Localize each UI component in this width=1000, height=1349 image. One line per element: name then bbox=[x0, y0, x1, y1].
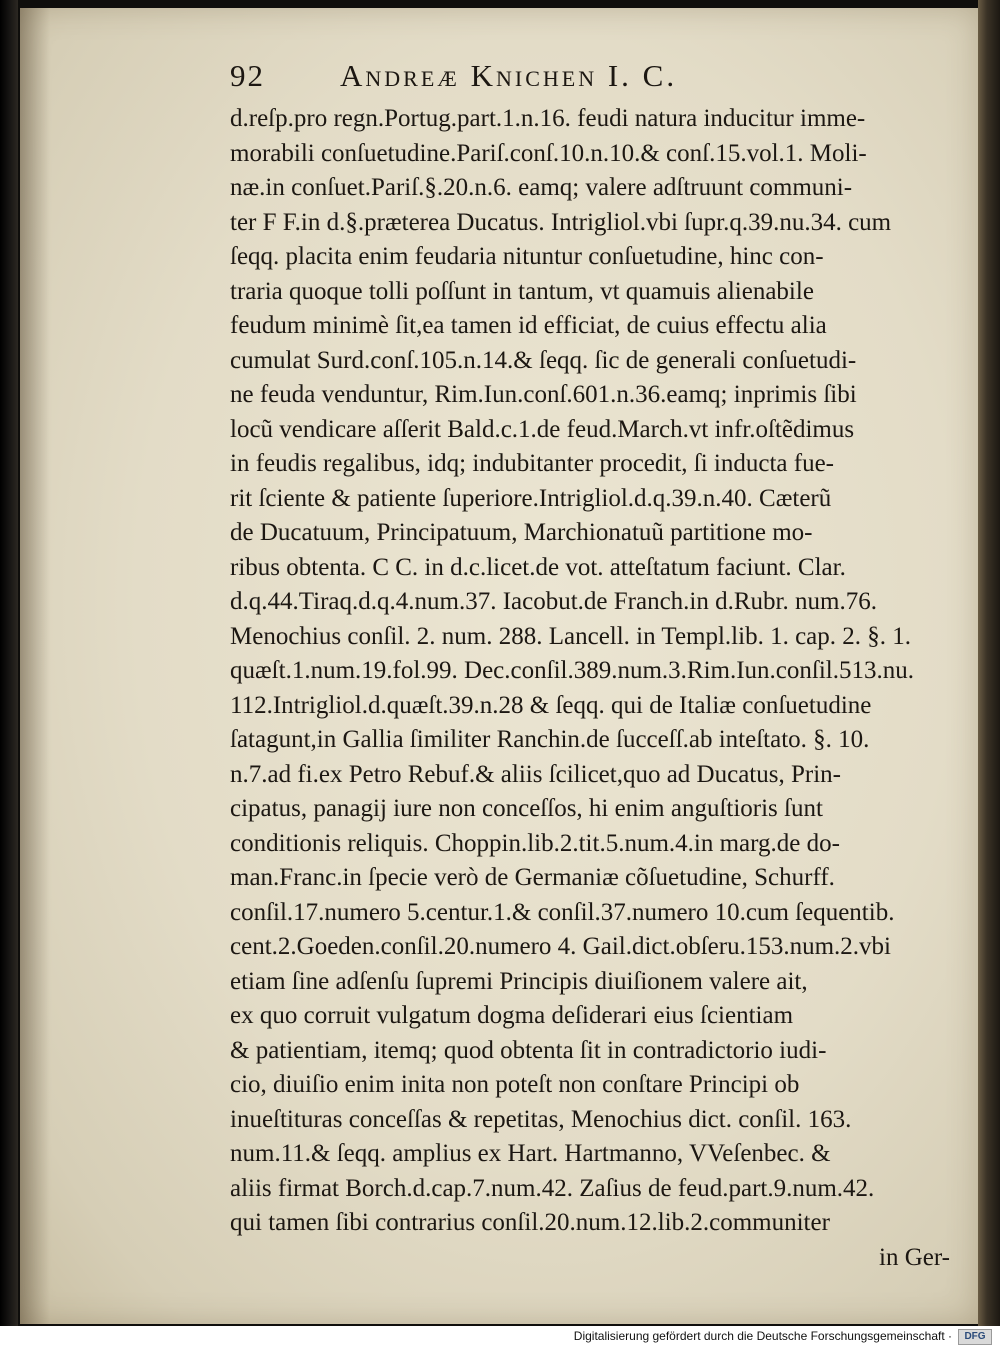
text-line: cio, diuiſio enim inita non poteſt non conſtare Principi ob bbox=[230, 1071, 800, 1098]
running-head-title: Andreæ Knichen I. C. bbox=[340, 58, 678, 93]
text-line: inueſtituras conceſſas & repetitas, Menochius dict. conſil. 163. bbox=[230, 1105, 852, 1133]
text-line: ribus obtenta. C C. in d.c.licet.de vot. atteſtatum faciunt. Clar. bbox=[230, 553, 846, 581]
spine-shadow bbox=[20, 8, 50, 1324]
text-line: ſatagunt,in Gallia ſimiliter Ranchin.de ſucceſſ.ab inteſtato. §. 10. bbox=[230, 726, 870, 753]
text-line: ter F F.in d.§.præterea Ducatus. Intrigliol.vbi ſupr.q.39.nu.34. cum bbox=[230, 208, 892, 236]
running-head bbox=[230, 58, 958, 102]
text-line: de Ducatuum, Principatuum, Marchionatuũ partitione mo- bbox=[230, 519, 813, 546]
text-line: conditionis reliquis. Choppin.lib.2.tit.5.num.4.in marg.de do- bbox=[230, 829, 840, 857]
text-line: cent.2.Goeden.conſil.20.numero 4. Gail.dict.obſeru.153.num.2.vbi bbox=[230, 933, 891, 960]
book-fore-edge bbox=[978, 0, 1000, 1326]
footer-bar bbox=[0, 1326, 1000, 1349]
text-line: 112.Intrigliol.d.quæſt.39.n.28 & ſeqq. qui de Italiæ conſuetudine bbox=[230, 691, 872, 719]
catchword: in Ger- bbox=[879, 1243, 950, 1271]
dfg-logo: DFG bbox=[958, 1329, 992, 1345]
text-line: feudum minimè ſit,ea tamen id efficiat, de cuius effectu alia bbox=[230, 312, 827, 339]
text-line: & patientiam, itemq; quod obtenta ſit in contradictorio iudi- bbox=[230, 1036, 827, 1064]
body-text bbox=[230, 102, 958, 1275]
text-line: locũ vendicare aſſerit Bald.c.1.de feud.March.vt infr.oſtẽdimus bbox=[230, 415, 855, 443]
text-line: cipatus, panagij iure non conceſſos, hi enim anguſtioris ſunt bbox=[230, 795, 823, 822]
text-line: traria quoque tolli poſſunt in tantum, vt quamuis alienabile bbox=[230, 277, 814, 305]
text-line: cumulat Surd.conſ.105.n.14.& ſeqq. ſic de generali conſuetudi- bbox=[230, 346, 857, 374]
text-line: etiam ſine adſenſu ſupremi Principis diuiſionem valere ait, bbox=[230, 967, 808, 995]
text-line: næ.in conſuet.Pariſ.§.20.n.6. eamq; valere adſtruunt communi- bbox=[230, 174, 853, 201]
text-line: Menochius conſil. 2. num. 288. Lancell. in Templ.lib. 1. cap. 2. §. 1. bbox=[230, 622, 912, 650]
page-text-block bbox=[230, 58, 958, 1275]
text-line: in feudis regalibus, idq; indubitanter procedit, ſi inducta fue- bbox=[230, 450, 835, 477]
text-line: ſeqq. placita enim feudaria nituntur conſuetudine, hinc con- bbox=[230, 243, 824, 270]
text-line: d.q.44.Tiraq.d.q.4.num.37. Iacobut.de Franch.in d.Rubr. num.76. bbox=[230, 588, 877, 615]
text-line: qui tamen ſibi contrarius conſil.20.num.12.lib.2.communiter bbox=[230, 1209, 830, 1236]
text-line: conſil.17.numero 5.centur.1.& conſil.37.numero 10.cum ſequentib. bbox=[230, 898, 895, 926]
text-line: morabili conſuetudine.Pariſ.conſ.10.n.10.& conſ.15.vol.1. Moli- bbox=[230, 139, 867, 167]
text-line: d.reſp.pro regn.Portug.part.1.n.16. feudi natura inducitur imme- bbox=[230, 105, 866, 132]
text-line: n.7.ad fi.ex Petro Rebuf.& aliis ſcilicet,quo ad Ducatus, Prin- bbox=[230, 760, 841, 788]
text-line: aliis firmat Borch.d.cap.7.num.42. Zaſius de feud.part.9.num.42. bbox=[230, 1174, 875, 1202]
text-line: ne feuda venduntur, Rim.Iun.conſ.601.n.36.eamq; inprimis ſibi bbox=[230, 381, 857, 408]
text-line: man.Franc.in ſpecie verò de Germaniæ cõſuetudine, Schurff. bbox=[230, 864, 835, 891]
page-number: 92 bbox=[230, 58, 265, 93]
scan-left-edge bbox=[0, 0, 18, 1326]
funding-credit: Digitalisierung gefördert durch die Deutsche Forschungsgemeinschaft · bbox=[573, 1329, 952, 1343]
text-line: num.11.& ſeqq. amplius ex Hart. Hartmanno, VVeſenbec. & bbox=[230, 1140, 831, 1167]
text-line: quæſt.1.num.19.fol.99. Dec.conſil.389.num.3.Rim.Iun.conſil.513.nu. bbox=[230, 657, 914, 684]
text-line: ex quo corruit vulgatum dogma deſiderari eius ſcientiam bbox=[230, 1002, 794, 1029]
text-line: rit ſciente & patiente ſuperiore.Intrigliol.d.q.39.n.40. Cæterũ bbox=[230, 484, 832, 512]
